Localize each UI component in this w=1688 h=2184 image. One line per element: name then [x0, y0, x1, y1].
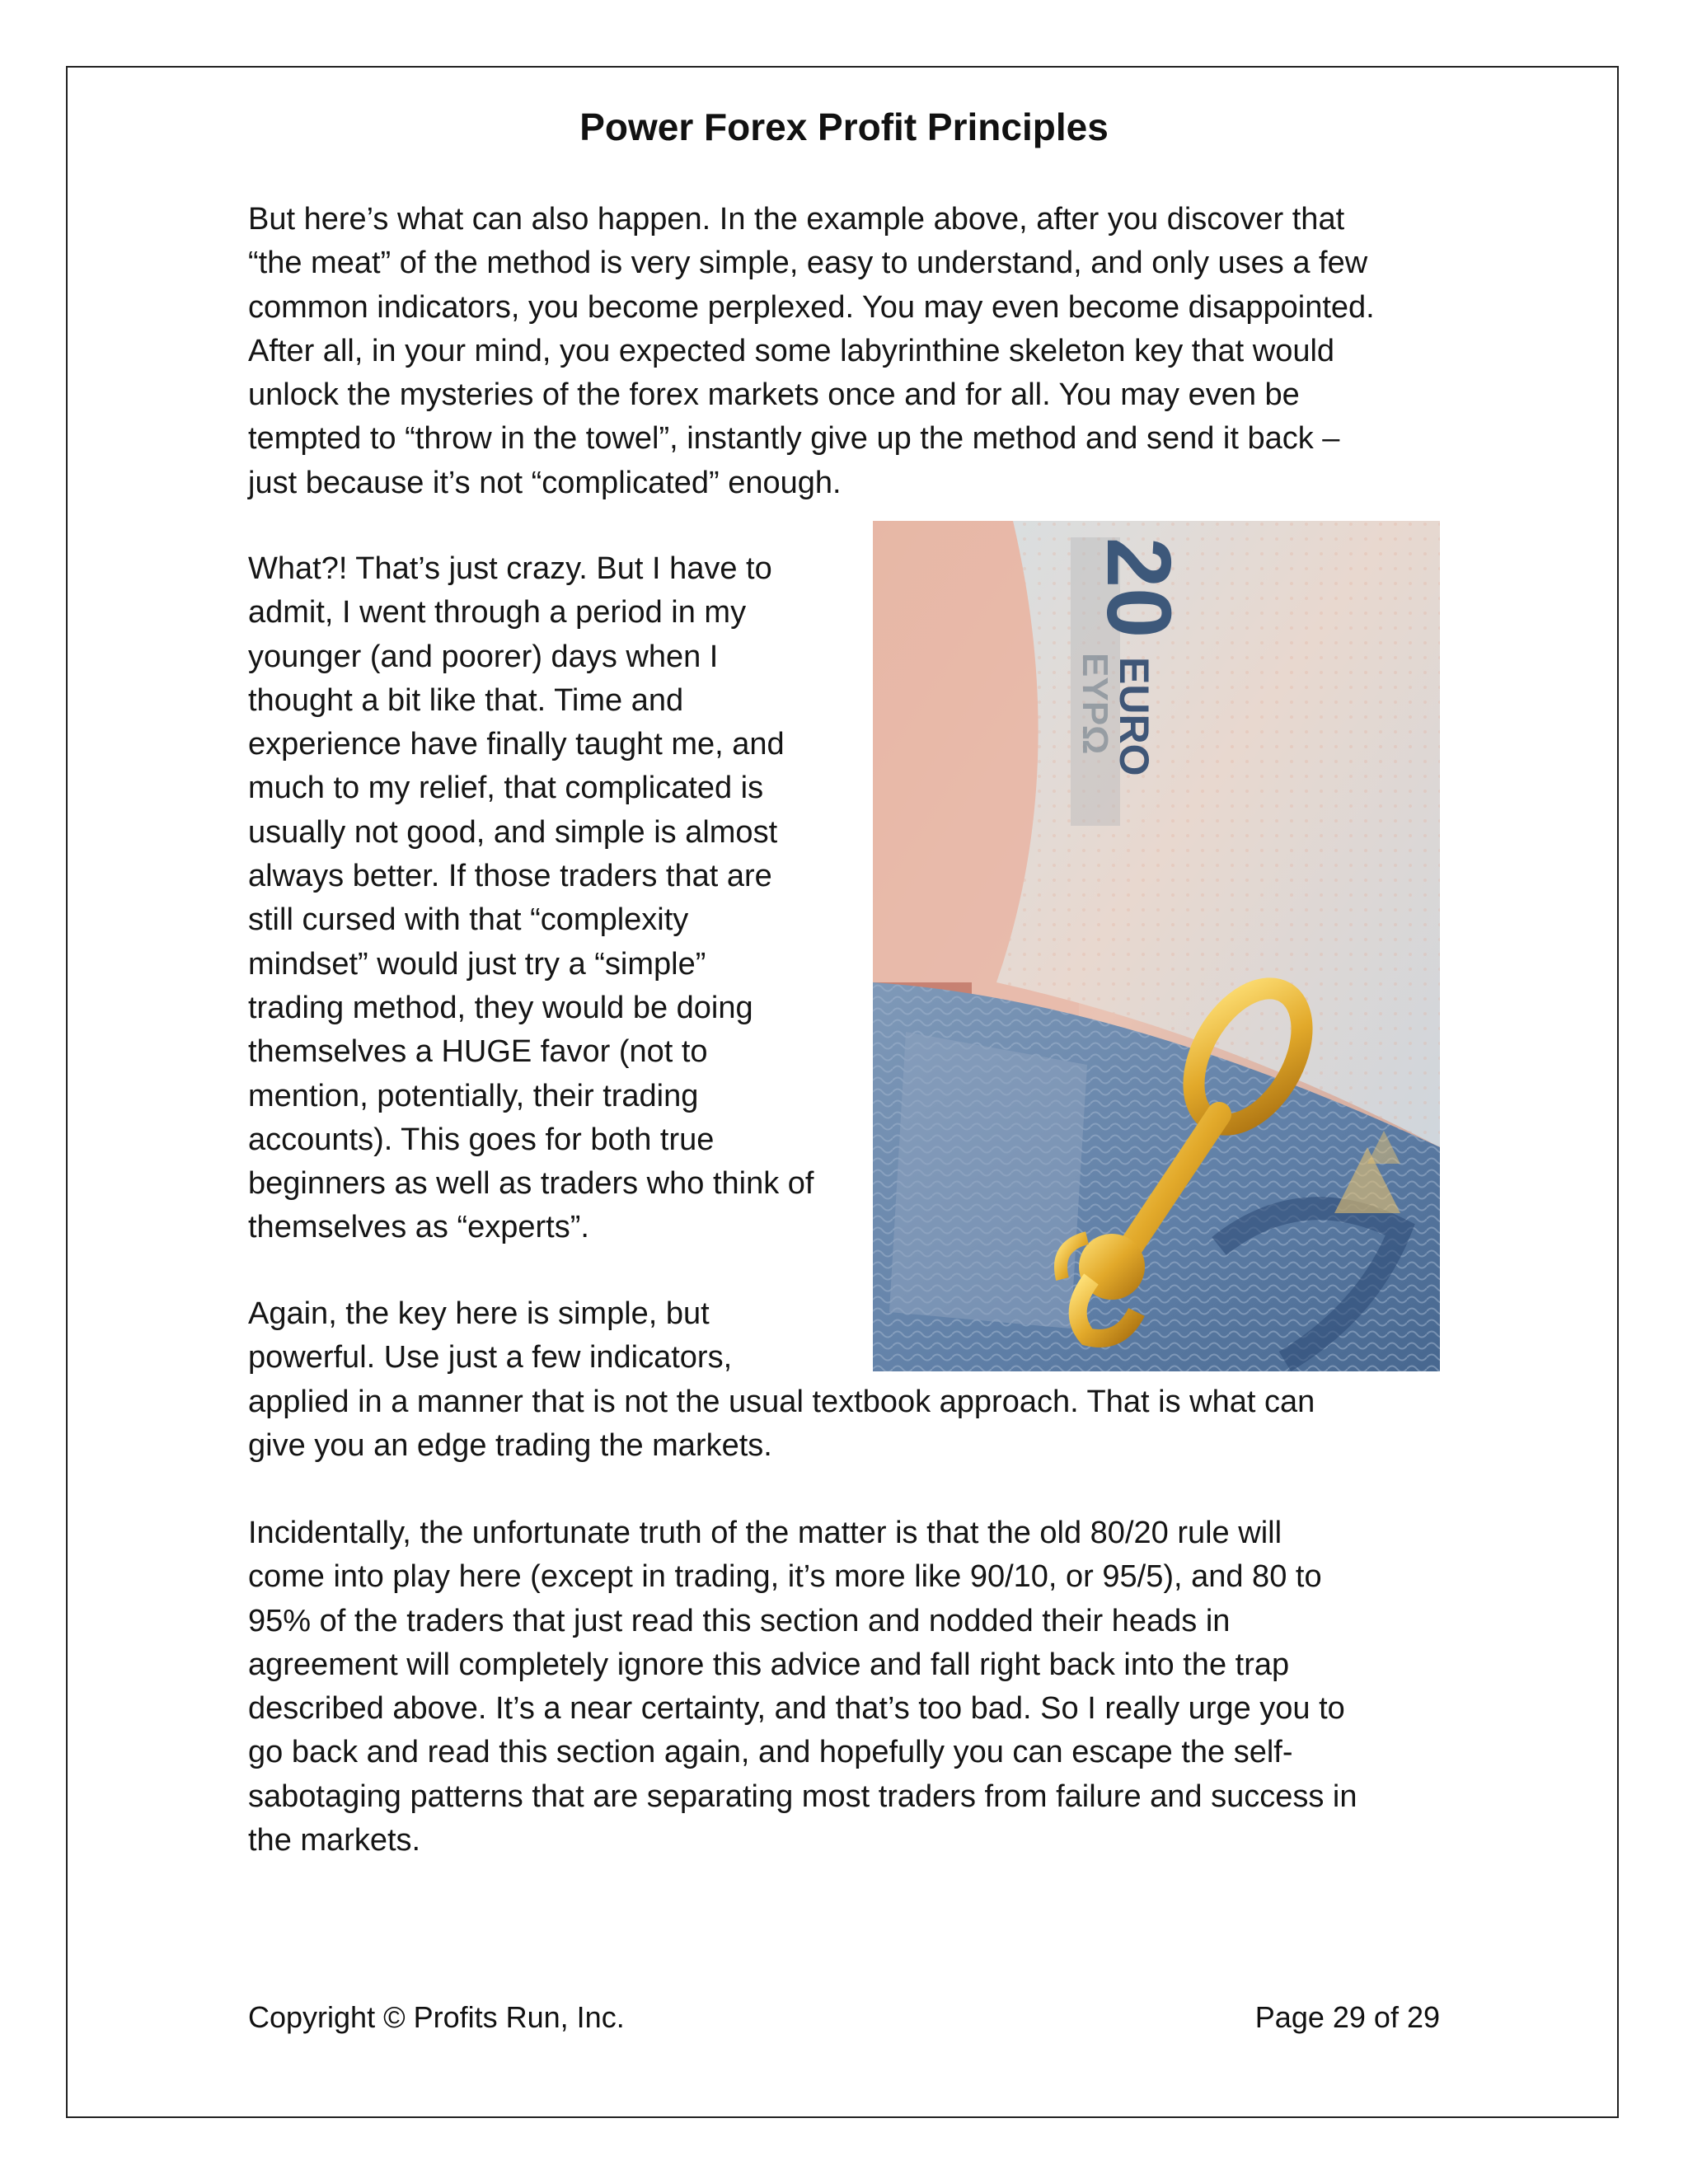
text-line: trading method, they would be doing — [248, 990, 753, 1025]
text-line: Incidentally, the unfortunate truth of the matter is that the old 80/20 rule will — [248, 1516, 1282, 1550]
text-line: just because it’s not “complicated” enough. — [248, 465, 842, 500]
text-line: “the meat” of the method is very simple, easy to understand, and only uses a few — [248, 246, 1368, 281]
banknote-number-text: 20 — [1088, 537, 1189, 639]
text-line: powerful. Use just a few indicators, — [248, 1340, 733, 1376]
text-line: come into play here (except in trading, it’s more like 90/10, or 95/5), and 80 to — [248, 1559, 1322, 1595]
text-line: themselves as “experts”. — [248, 1210, 589, 1245]
text-line: accounts). This goes for both true — [248, 1122, 715, 1157]
text-line: go back and read this section again, and hopefully you can escape the self- — [248, 1735, 1293, 1770]
text-line: applied in a manner that is not the usual textbook approach. That is what can — [248, 1384, 1315, 1419]
paragraph-intro — [248, 198, 1443, 505]
text-line: always better. If those traders that are — [248, 859, 772, 894]
banknote-euro-text: EURO — [1111, 657, 1157, 776]
banknote-greek-text: ΕΥΡΩ — [1075, 653, 1115, 755]
paragraph-8020-rule — [248, 1511, 1443, 1863]
text-line: thought a bit like that. Time and — [248, 682, 684, 718]
text-line: the markets. — [248, 1823, 421, 1858]
page-title: Power Forex Profit Principles — [579, 105, 1109, 148]
text-line: mindset” would just try a “simple” — [248, 946, 706, 982]
text-line: tempted to “throw in the towel”, instantly give up the method and send it back – — [248, 421, 1340, 457]
footer-page-number: Page 29 of 29 — [1254, 2000, 1440, 2034]
text-line: agreement will completely ignore this advice and fall right back into the trap — [248, 1647, 1290, 1682]
footer-copyright: Copyright © Profits Run, Inc. — [248, 2000, 625, 2034]
text-line: After all, in your mind, you expected some labyrinthine skeleton key that would — [248, 333, 1335, 368]
text-line: much to my relief, that complicated is — [248, 771, 764, 806]
text-line: usually not good, and simple is almost — [248, 814, 778, 850]
euro-banknote-golden-key-photo — [873, 521, 1440, 1371]
text-line: 95% of the traders that just read this section and nodded their heads in — [248, 1603, 1231, 1638]
text-line: But here’s what can also happen. In the example above, after you discover that — [248, 202, 1345, 237]
text-line: experience have finally taught me, and — [248, 727, 785, 762]
text-line: give you an edge trading the markets. — [248, 1427, 772, 1463]
text-line: What?! That’s just crazy. But I have to — [248, 551, 772, 586]
text-line: Again, the key here is simple, but — [248, 1296, 710, 1331]
text-line: sabotaging patterns that are separating most traders from failure and success in — [248, 1779, 1357, 1814]
text-line: admit, I went through a period in my — [248, 595, 747, 630]
text-line: mention, potentially, their trading — [248, 1078, 699, 1113]
text-line: unlock the mysteries of the forex markets once and for all. You may even be — [248, 377, 1300, 413]
text-line: themselves a HUGE favor (not to — [248, 1034, 708, 1070]
text-line: younger (and poorer) days when I — [248, 639, 719, 674]
text-line: still cursed with that “complexity — [248, 902, 689, 938]
text-line: common indicators, you become perplexed. You may even become disappointed. — [248, 289, 1375, 325]
text-line: beginners as well as traders who think of — [248, 1166, 814, 1202]
text-line: described above. It’s a near certainty, and that’s too bad. So I really urge you to — [248, 1691, 1345, 1727]
